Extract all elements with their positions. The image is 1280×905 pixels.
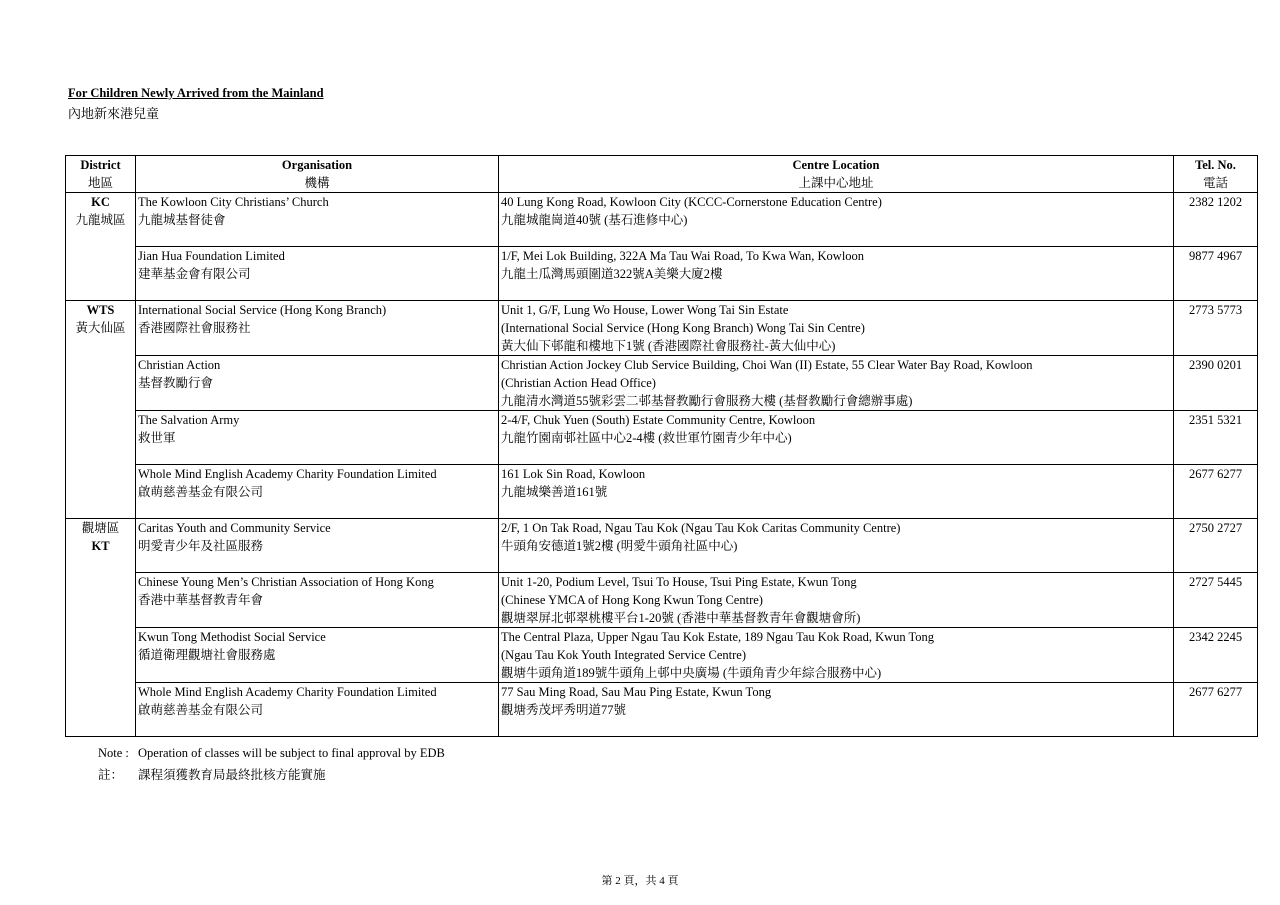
location-line: 2-4/F, Chuk Yuen (South) Estate Community Centre, Kowloon — [501, 413, 816, 427]
organisation-name-en: Whole Mind English Academy Charity Foundation Limited — [138, 467, 437, 481]
note-en-label: Note : — [98, 746, 129, 760]
district-name-zh: 觀塘區 — [81, 521, 120, 535]
tel-cell: 9877 4967 — [1174, 247, 1258, 301]
organisation-name-zh: 建華基金會有限公司 — [138, 267, 251, 281]
location-cell — [499, 519, 1174, 573]
table-row — [66, 628, 1258, 683]
organisation-name-en: Whole Mind English Academy Charity Foundation Limited — [138, 685, 437, 699]
organisation-name-zh: 九龍城基督徒會 — [138, 213, 226, 227]
location-line: Christian Action Jockey Club Service Building, Choi Wan (II) Estate, 55 Clear Water Bay Road, Kowloon — [501, 358, 1033, 372]
table-row — [66, 683, 1258, 737]
location-line: The Central Plaza, Upper Ngau Tau Kok Estate, 189 Ngau Tau Kok Road, Kwun Tong — [501, 630, 935, 644]
header-tel-zh: 電話 — [1202, 176, 1228, 190]
tel-cell: 2750 2727 — [1174, 519, 1258, 573]
table-row — [66, 247, 1258, 301]
location-line: 九龍竹園南邨社區中心2-4樓 (救世軍竹園青少年中心) — [501, 431, 792, 445]
location-cell — [499, 465, 1174, 519]
header-organisation-en: Organisation — [281, 158, 353, 172]
location-line: 161 Lok Sin Road, Kowloon — [501, 467, 646, 481]
tel-cell: 2677 6277 — [1174, 465, 1258, 519]
note-en-text: Operation of classes will be subject to final approval by EDB — [138, 746, 445, 760]
table-row — [66, 301, 1258, 356]
header-organisation — [136, 156, 499, 193]
location-line: Unit 1-20, Podium Level, Tsui To House, Tsui Ping Estate, Kwun Tong — [501, 575, 857, 589]
location-line: 2/F, 1 On Tak Road, Ngau Tau Kok (Ngau Tau Kok Caritas Community Centre) — [501, 521, 901, 535]
organisation-name-en: Christian Action — [138, 358, 221, 372]
organisation-name-zh: 啟萌慈善基金有限公司 — [138, 485, 264, 499]
location-cell — [499, 628, 1174, 683]
district-cell — [66, 519, 136, 737]
organisation-name-en: The Kowloon City Christians’ Church — [138, 195, 329, 209]
organisation-name-zh: 香港中華基督教青年會 — [138, 593, 264, 607]
location-line: 1/F, Mei Lok Building, 322A Ma Tau Wai Road, To Kwa Wan, Kowloon — [501, 249, 865, 263]
header-district-zh: 地區 — [87, 176, 113, 190]
location-cell — [499, 356, 1174, 411]
table-row — [66, 411, 1258, 465]
organisation-name-zh: 救世軍 — [138, 431, 176, 445]
table-row — [66, 193, 1258, 247]
location-line: 觀塘秀茂坪秀明道77號 — [501, 703, 627, 717]
note-zh-label: 註： — [98, 768, 124, 782]
centre-table — [65, 155, 1258, 737]
header-district — [66, 156, 136, 193]
location-line: 九龍清水灣道55號彩雲二邨基督教勵行會服務大樓 (基督教勵行會總辦事處) — [501, 394, 913, 408]
location-line: 77 Sau Ming Road, Sau Mau Ping Estate, Kwun Tong — [501, 685, 772, 699]
page-number: 第 2 頁，共 4 頁 — [601, 875, 679, 887]
organisation-name-en: Caritas Youth and Community Service — [138, 521, 331, 535]
note-en — [98, 746, 445, 761]
location-cell — [499, 193, 1174, 247]
table-header-row — [66, 156, 1258, 193]
organisation-cell — [136, 573, 499, 628]
location-cell — [499, 301, 1174, 356]
header-district-en: District — [80, 158, 121, 172]
organisation-name-zh: 香港國際社會服務社 — [138, 321, 251, 335]
location-cell — [499, 573, 1174, 628]
location-cell — [499, 411, 1174, 465]
table-body — [66, 193, 1258, 737]
note-zh-text: 課程須獲教育局最終批核方能實施 — [138, 768, 326, 782]
organisation-cell — [136, 193, 499, 247]
organisation-name-en: International Social Service (Hong Kong Branch) — [138, 303, 387, 317]
tel-cell: 2351 5321 — [1174, 411, 1258, 465]
location-line: 九龍城龍崗道40號 (基石進修中心) — [501, 213, 688, 227]
organisation-cell — [136, 519, 499, 573]
organisation-cell — [136, 683, 499, 737]
organisation-name-en: The Salvation Army — [138, 413, 240, 427]
header-location-zh: 上課中心地址 — [798, 176, 874, 190]
tel-cell: 2382 1202 — [1174, 193, 1258, 247]
district-cell — [66, 301, 136, 519]
organisation-cell — [136, 465, 499, 519]
organisation-name-zh: 基督教勵行會 — [138, 376, 214, 390]
table-row — [66, 519, 1258, 573]
district-code: KC — [91, 195, 110, 209]
table-row — [66, 573, 1258, 628]
location-line: 觀塘牛頭角道189號牛頭角上邨中央廣場 (牛頭角青少年綜合服務中心) — [501, 666, 882, 680]
district-code: WTS — [86, 303, 115, 317]
location-cell — [499, 247, 1174, 301]
location-line: Unit 1, G/F, Lung Wo House, Lower Wong Tai Sin Estate — [501, 303, 789, 317]
tel-cell: 2773 5773 — [1174, 301, 1258, 356]
location-line: 黃大仙下邨龍和樓地下1號 (香港國際社會服務社-黃大仙中心) — [501, 339, 836, 353]
organisation-name-en: Kwun Tong Methodist Social Service — [138, 630, 326, 644]
organisation-name-zh: 明愛青少年及社區服務 — [138, 539, 264, 553]
header-location-en: Centre Location — [792, 158, 880, 172]
location-line: 觀塘翠屏北邨翠桃樓平台1-20號 (香港中華基督教青年會觀塘會所) — [501, 611, 861, 625]
tel-cell: 2677 6277 — [1174, 683, 1258, 737]
heading-title-en: For Children Newly Arrived from the Mainland — [68, 86, 324, 100]
organisation-name-zh: 啟萌慈善基金有限公司 — [138, 703, 264, 717]
organisation-cell — [136, 301, 499, 356]
organisation-cell — [136, 628, 499, 683]
organisation-cell — [136, 356, 499, 411]
location-line: 40 Lung Kong Road, Kowloon City (KCCC-Cornerstone Education Centre) — [501, 195, 882, 209]
location-line: 牛頭角安德道1號2樓 (明愛牛頭角社區中心) — [501, 539, 738, 553]
tel-cell: 2727 5445 — [1174, 573, 1258, 628]
location-line: 九龍城樂善道161號 — [501, 485, 608, 499]
table-row — [66, 356, 1258, 411]
organisation-cell — [136, 411, 499, 465]
organisation-name-zh: 循道衛理觀塘社會服務處 — [138, 648, 276, 662]
note-zh — [98, 765, 326, 783]
district-cell — [66, 193, 136, 301]
location-line: (Christian Action Head Office) — [501, 376, 656, 390]
district-name-zh: 黃大仙區 — [75, 321, 126, 335]
district-code: KT — [91, 539, 110, 553]
location-line: (International Social Service (Hong Kong Branch) Wong Tai Sin Centre) — [501, 321, 865, 335]
header-tel-en: Tel. No. — [1195, 158, 1236, 172]
header-tel — [1174, 156, 1258, 193]
table-row — [66, 465, 1258, 519]
district-name-zh: 九龍城區 — [75, 213, 126, 227]
header-organisation-zh: 機構 — [304, 176, 330, 190]
location-line: 九龍土瓜灣馬頭圍道322號A美樂大廈2樓 — [501, 267, 723, 281]
location-cell — [499, 683, 1174, 737]
location-line: (Ngau Tau Kok Youth Integrated Service Centre) — [501, 648, 747, 662]
tel-cell: 2342 2245 — [1174, 628, 1258, 683]
tel-cell: 2390 0201 — [1174, 356, 1258, 411]
heading-title-zh: 內地新來港兒童 — [68, 106, 160, 121]
organisation-name-en: Chinese Young Men’s Christian Association of Hong Kong — [138, 575, 434, 589]
location-line: (Chinese YMCA of Hong Kong Kwun Tong Centre) — [501, 593, 763, 607]
organisation-name-en: Jian Hua Foundation Limited — [138, 249, 285, 263]
organisation-cell — [136, 247, 499, 301]
header-centre-location — [499, 156, 1174, 193]
